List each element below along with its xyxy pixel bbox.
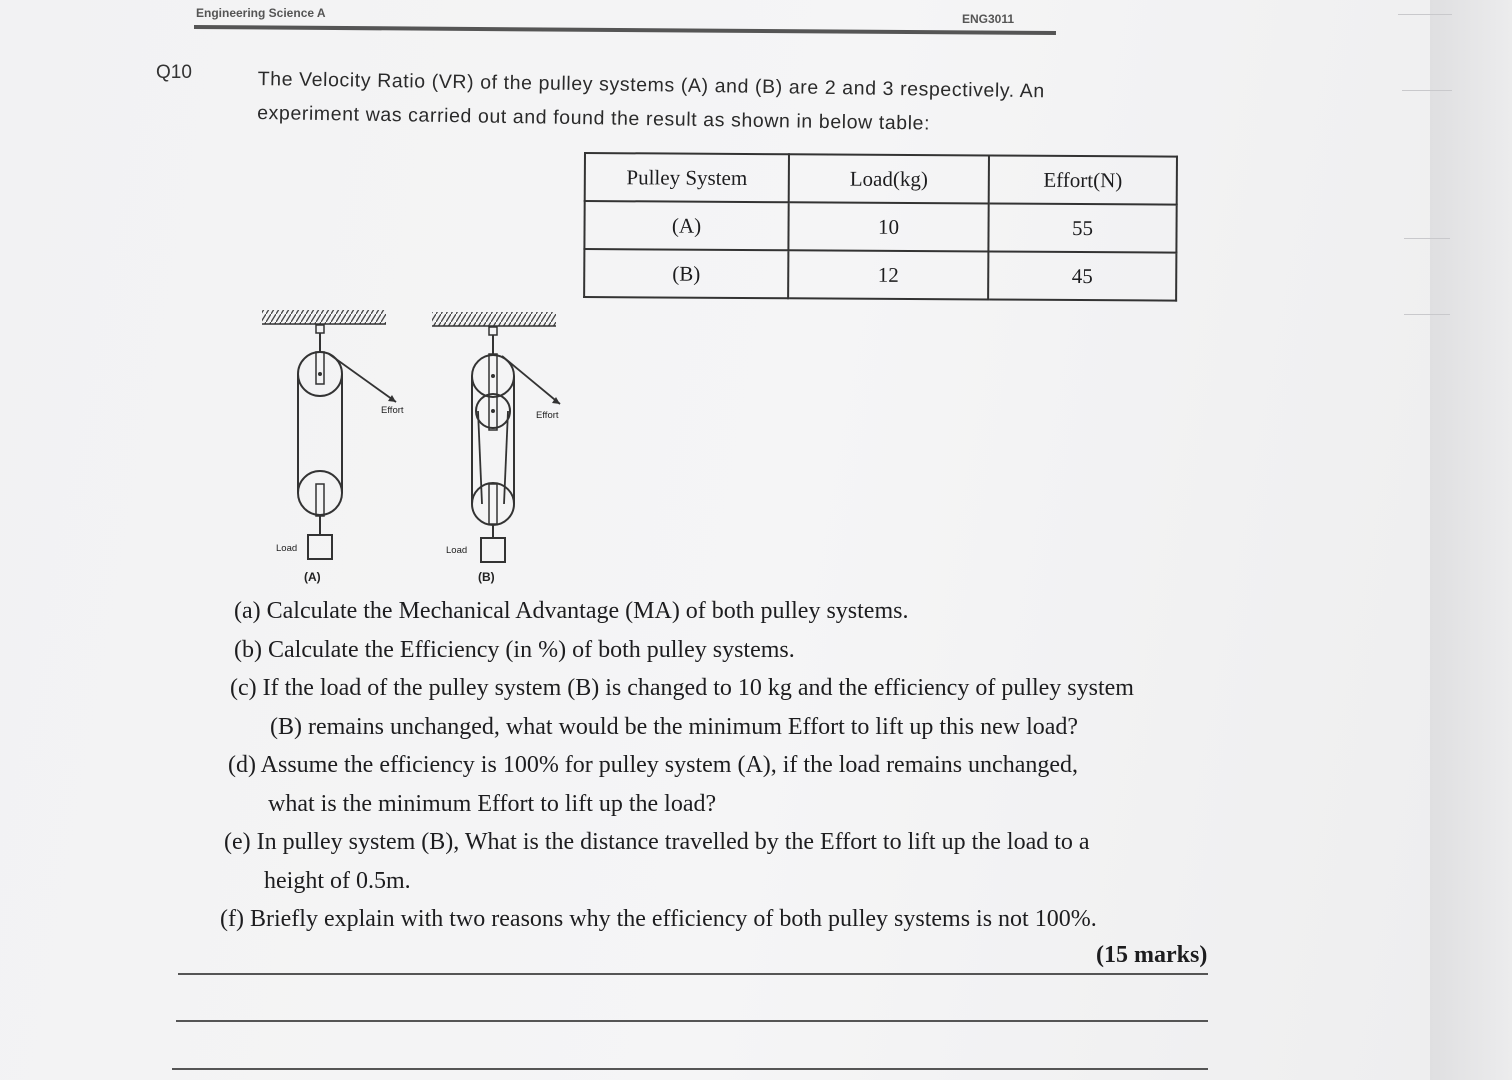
table-header-row (585, 153, 1177, 205)
part-e-line1: (e) In pulley system (B), What is the distance travelled by the Effort to lift up the load to a (224, 829, 1090, 855)
part-f: (f) Briefly explain with two reasons why the efficiency of both pulley systems is not 100%. (220, 906, 1097, 932)
effort-label-b: Effort (536, 410, 559, 421)
table-header: Load(kg) (789, 154, 989, 203)
question-intro (257, 62, 1178, 144)
page-edge (1430, 0, 1512, 1080)
marks-total: (15 marks) (1096, 942, 1208, 968)
course-code: ENG3011 (962, 12, 1015, 26)
part-d (220, 746, 1240, 823)
part-d-line1: (d) Assume the efficiency is 100% for pulley system (A), if the load remains unchanged, (228, 752, 1078, 778)
part-c-line1: (c) If the load of the pulley system (B) is changed to 10 kg and the efficiency of pulley system (230, 675, 1134, 701)
answer-line (172, 1068, 1208, 1070)
part-e (220, 823, 1240, 900)
load-box-b (481, 538, 505, 562)
question-number: Q10 (156, 62, 192, 83)
part-d-line2: what is the minimum Effort to lift up the load? (268, 790, 717, 817)
edge-line (1404, 314, 1450, 315)
table-cell: 45 (988, 251, 1176, 300)
edge-line (1404, 238, 1450, 239)
sub-questions (220, 592, 1240, 939)
table-row (584, 249, 1176, 301)
pulley-diagram (256, 298, 586, 590)
effort-label-a: Effort (381, 405, 404, 416)
answer-line (178, 973, 1208, 975)
table-header: Pulley System (585, 153, 789, 202)
ceiling-b (432, 312, 556, 326)
load-label-a: Load (276, 543, 298, 554)
table-cell: (B) (584, 249, 788, 298)
table-header: Effort(N) (989, 155, 1177, 204)
load-label-b: Load (446, 545, 468, 556)
part-a: (a) Calculate the Mechanical Advantage (MA) of both pulley systems. (234, 598, 909, 624)
intro-line: The Velocity Ratio (VR) of the pulley systems (A) and (B) are 2 and 3 respectively. An (257, 67, 1045, 103)
caption-b: (B) (478, 570, 495, 584)
part-b: (b) Calculate the Efficiency (in %) of both pulley systems. (234, 636, 795, 663)
table-cell: (A) (584, 201, 788, 250)
edge-line (1402, 90, 1452, 91)
lower-pulley-b (472, 483, 514, 525)
pulley-system-a (262, 310, 404, 584)
load-box-a (308, 535, 332, 559)
results-table (583, 152, 1178, 302)
moving-pulley-a (298, 471, 342, 515)
table-cell: 12 (788, 250, 988, 299)
table-cell: 55 (988, 203, 1176, 252)
ceiling-a (262, 310, 386, 324)
table-cell: 10 (788, 202, 988, 251)
part-c (220, 669, 1240, 746)
intro-line: experiment was carried out and found the result as shown in below table: (257, 101, 931, 135)
part-e-line2: height of 0.5m. (264, 867, 411, 894)
edge-line (1398, 14, 1452, 15)
pulley-system-b (432, 312, 560, 584)
course-title: Engineering Science A (196, 6, 326, 20)
part-c-line2: (B) remains unchanged, what would be the minimum Effort to lift up this new load? (270, 713, 1079, 740)
table-row (584, 201, 1176, 253)
answer-line (176, 1020, 1208, 1022)
caption-a: (A) (304, 570, 321, 584)
